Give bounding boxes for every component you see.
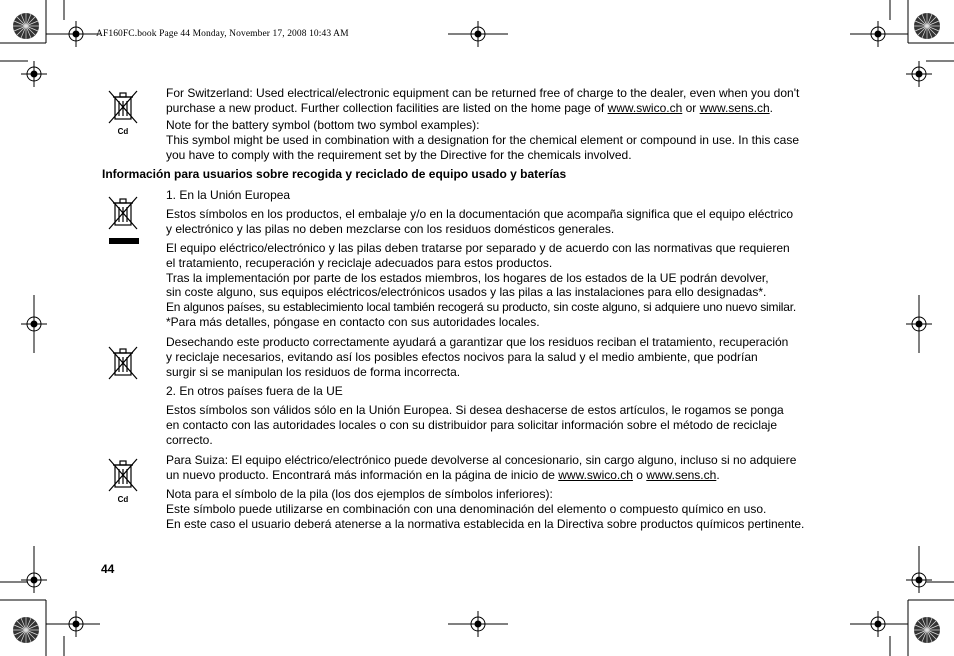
eu-title: 1. En la Unión Europea bbox=[166, 188, 291, 202]
print-header: AF160FC.book Page 44 Monday, November 17, 2008 10:43 AM bbox=[96, 29, 349, 39]
p3-line3: surgir si se manipulan los residuos de forma incorrecta. bbox=[166, 365, 461, 379]
p2-line4: sin coste alguno, sus equipos eléctricos/electrónicos usados y las pilas a las instalaciones para ello designadas*. bbox=[166, 285, 767, 299]
switzerland-en-line2 bbox=[166, 101, 773, 116]
other-title: 2. En otros países fuera de la UE bbox=[166, 384, 343, 398]
p2-line6: *Para más detalles, póngase en contacto con sus autoridades locales. bbox=[166, 315, 540, 329]
p6-line1: Nota para el símbolo de la pila (los dos ejemplos de símbolos inferiores): bbox=[166, 487, 553, 501]
period: . bbox=[769, 101, 773, 115]
sens-link-es[interactable]: www.sens.ch bbox=[646, 468, 717, 482]
p1-line2: y electrónico y las pilas no deben mezclarse con los residuos domésticos generales. bbox=[166, 222, 615, 236]
p4-line1: Estos símbolos son válidos sólo en la Unión Europea. Si desea deshacerse de estos artículos, le rogamos se ponga bbox=[166, 403, 784, 417]
battery-en-line2: This symbol might be used in combination with a designation for the chemical element or compound in use. In this case bbox=[166, 133, 799, 147]
page-number: 44 bbox=[101, 562, 115, 576]
p6-line2: Este símbolo puede utilizarse en combinación con una denominación del elemento o compuesto químico en uso. bbox=[166, 502, 767, 516]
switzerland-en-text: purchase a new product. Further collection facilities are listed on the home page of bbox=[166, 101, 608, 115]
battery-en-line3: you have to comply with the requirement set by the Directive for the chemicals involved. bbox=[166, 148, 632, 162]
p3-line2: y reciclaje necesarios, evitando así los posibles efectos nocivos para la salud y el medio ambiente, que podrían bbox=[166, 350, 758, 364]
swico-link-es[interactable]: www.swico.ch bbox=[558, 468, 633, 482]
crossed-bin-cd-icon-2 bbox=[106, 456, 140, 504]
p4-line3: correcto. bbox=[166, 433, 213, 447]
p5-text: un nuevo producto. Encontrará más información en la página de inicio de bbox=[166, 468, 559, 482]
svg-text:Cd: Cd bbox=[117, 495, 129, 504]
p1-line1: Estos símbolos en los productos, el embalaje y/o en la documentación que acompaña significa que el equipo eléctrico bbox=[166, 207, 794, 221]
p2-line2: el tratamiento, recuperación y reciclaje adecuados para estos productos. bbox=[166, 256, 553, 270]
p2-line1: El equipo eléctrico/electrónico y las pilas deben tratarse por separado y de acuerdo con las normativas que requieren bbox=[166, 241, 790, 255]
p2-line5: En algunos países, su establecimiento local también recogerá su producto, sin coste alguno, si adquiere uno nuevo similar. bbox=[166, 300, 796, 314]
battery-en-line1: Note for the battery symbol (bottom two symbol examples): bbox=[166, 118, 480, 132]
svg-text:Cd: Cd bbox=[117, 127, 129, 136]
p3-line1: Desechando este producto correctamente ayudará a garantizar que los residuos reciban el tratamiento, recuperación bbox=[166, 335, 789, 349]
crossed-bin-bar-icon bbox=[106, 194, 140, 248]
switzerland-en-line1: For Switzerland: Used electrical/electronic equipment can be returned free of charge to the dealer, even when you don't bbox=[166, 86, 800, 100]
p6-line3: En este caso el usuario deberá atenerse a la normativa establecida en la Directiva sobre productos químicos pertinente. bbox=[166, 517, 805, 531]
or-text: or bbox=[682, 101, 700, 115]
p2-line3: Tras la implementación por parte de los estados miembros, los hogares de los estados de la UE podrán devolver, bbox=[166, 271, 769, 285]
crossed-bin-icon bbox=[106, 344, 140, 384]
o-text: o bbox=[632, 468, 647, 482]
p5-line1: Para Suiza: El equipo eléctrico/electrónico puede devolverse al concesionario, sin cargo alguno, incluso si no adquiere bbox=[166, 453, 797, 467]
period-es: . bbox=[716, 468, 720, 482]
sens-link[interactable]: www.sens.ch bbox=[699, 101, 770, 115]
p4-line2: en contacto con las autoridades locales o con su distribuidor para solicitar información sobre el método de reciclaje bbox=[166, 418, 777, 432]
section-heading: Información para usuarios sobre recogida y reciclado de equipo usado y baterías bbox=[102, 167, 567, 181]
p5-line2 bbox=[166, 468, 720, 483]
swico-link[interactable]: www.swico.ch bbox=[607, 101, 683, 115]
crossed-bin-cd-icon bbox=[106, 88, 140, 136]
